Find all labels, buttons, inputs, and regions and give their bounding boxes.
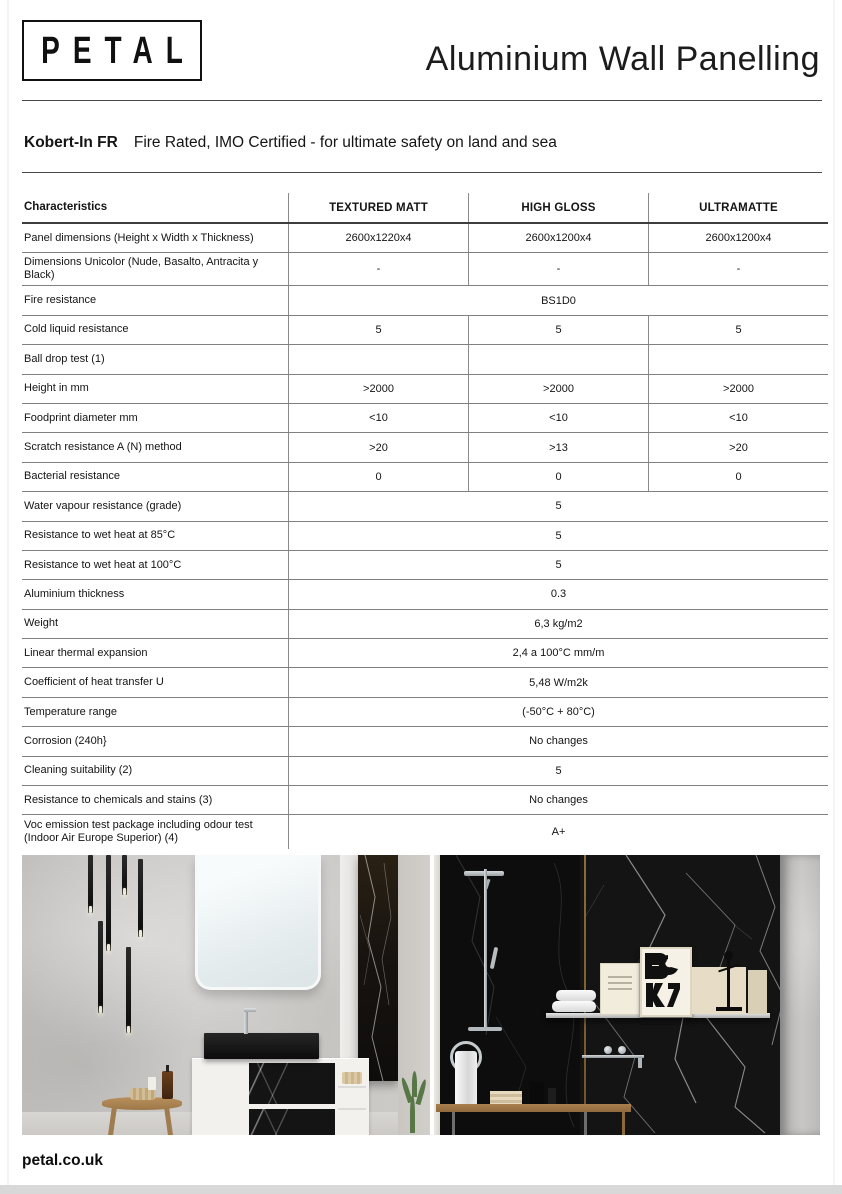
row-value: >2000 xyxy=(363,382,394,395)
row-value-span: No changes xyxy=(529,735,588,748)
row-value: 2600x1200x4 xyxy=(648,224,828,252)
row-label: Ball drop test (1) xyxy=(24,352,105,365)
row-label: Coefficient of heat transfer U xyxy=(24,676,164,689)
page-title: Aluminium Wall Panelling xyxy=(425,40,820,78)
row-label: Resistance to chemicals and stains (3) xyxy=(24,793,213,806)
table-row xyxy=(22,375,828,404)
column-header-high-gloss: HIGH GLOSS xyxy=(468,193,648,222)
row-label: Bacterial resistance xyxy=(24,470,120,483)
row-value xyxy=(648,345,828,373)
row-label: Aluminium thickness xyxy=(24,587,125,600)
wooden-bench xyxy=(436,1104,631,1112)
table-row xyxy=(22,522,828,551)
row-label: Cold liquid resistance xyxy=(24,323,129,336)
product-name: Kobert-In FR xyxy=(24,134,118,151)
row-label: Resistance to wet heat at 85°C xyxy=(24,529,176,542)
page-edge-left xyxy=(7,0,9,1194)
row-value xyxy=(468,345,648,373)
row-value-span: A+ xyxy=(551,826,566,839)
row-value: 0 xyxy=(468,463,648,491)
header-divider xyxy=(22,100,822,101)
row-label: Temperature range xyxy=(24,705,117,718)
row-value-span: 6,3 kg/m2 xyxy=(534,617,583,630)
brand-logo xyxy=(22,20,202,81)
marble-accent-panel xyxy=(358,855,398,1081)
row-value-span: 5 xyxy=(555,529,562,542)
table-row xyxy=(22,610,828,639)
table-row xyxy=(22,727,828,756)
column-header-ultramatte: ULTRAMATTE xyxy=(648,193,828,222)
row-value: >13 xyxy=(468,433,648,461)
table-row xyxy=(22,404,828,433)
page-bottom-edge xyxy=(0,1185,842,1194)
black-basin xyxy=(204,1033,319,1059)
table-row xyxy=(22,316,828,345)
row-value: <10 xyxy=(369,412,388,425)
table-row xyxy=(22,224,828,253)
row-label: Panel dimensions (Height x Width x Thickness) xyxy=(24,231,254,244)
brand-logo-text: PETAL xyxy=(41,28,196,71)
row-value: <10 xyxy=(648,404,828,432)
bathroom-photo-left xyxy=(22,855,430,1135)
table-header-row xyxy=(22,193,828,224)
concrete-pillar xyxy=(780,855,820,1135)
row-label: Corrosion (240h} xyxy=(24,734,107,747)
row-value: - xyxy=(648,253,828,285)
wall-mounted-tap xyxy=(582,1055,644,1058)
table-row xyxy=(22,551,828,580)
row-value: >2000 xyxy=(648,375,828,403)
table-row xyxy=(22,463,828,492)
row-value-span: 5 xyxy=(555,559,562,572)
row-label: Foodprint diameter mm xyxy=(24,411,138,424)
spec-table-rows xyxy=(22,224,828,849)
row-value: >20 xyxy=(648,433,828,461)
bathroom-photo-right xyxy=(434,855,820,1135)
table-row xyxy=(22,757,828,786)
table-row xyxy=(22,253,828,286)
row-label: Cleaning suitability (2) xyxy=(24,764,133,777)
subtitle-divider xyxy=(22,172,822,173)
row-label: Dimensions Unicolor (Nude, Basalto, Antracita y Black) xyxy=(24,256,259,282)
row-label: Fire resistance xyxy=(24,294,97,307)
row-value: 5 xyxy=(468,316,648,344)
row-value-span: 5 xyxy=(555,500,562,513)
row-value-span: 5,48 W/m2k xyxy=(529,676,588,689)
row-value: >2000 xyxy=(468,375,648,403)
poster-artwork xyxy=(640,947,692,1017)
column-header-textured-matt: TEXTURED MATT xyxy=(329,201,428,214)
row-label: Weight xyxy=(24,617,59,630)
row-label: Resistance to wet heat at 100°C xyxy=(24,558,182,571)
row-value-span: 5 xyxy=(555,764,562,777)
row-value-span: 2,4 a 100°C mm/m xyxy=(512,647,605,660)
row-value-span: No changes xyxy=(529,794,588,807)
page-edge-right xyxy=(833,0,835,1194)
table-row xyxy=(22,286,828,315)
row-value: - xyxy=(376,263,381,276)
marble-drawer-front xyxy=(249,1063,335,1104)
product-subtitle xyxy=(24,134,557,152)
table-row xyxy=(22,492,828,521)
row-value: 0 xyxy=(375,470,382,483)
row-value: <10 xyxy=(468,404,648,432)
row-label: Scratch resistance A (N) method xyxy=(24,441,182,454)
product-photos xyxy=(22,855,820,1135)
row-label: Height in mm xyxy=(24,382,89,395)
table-row xyxy=(22,786,828,815)
row-value: 5 xyxy=(375,323,382,336)
hand-towel xyxy=(455,1051,477,1109)
table-row xyxy=(22,433,828,462)
spec-table xyxy=(22,193,828,849)
table-row xyxy=(22,668,828,697)
row-value-span: 0.3 xyxy=(550,588,567,601)
row-value-span: (-50°C + 80°C) xyxy=(522,706,595,719)
table-row xyxy=(22,639,828,668)
footer-link[interactable]: petal.co.uk xyxy=(22,1152,103,1169)
soap-bottle xyxy=(162,1071,173,1099)
small-frame xyxy=(600,963,640,1015)
vanity-cabinet xyxy=(192,1058,369,1135)
row-label: Voc emission test package including odour test (Indoor Air Europe Superior) (4) xyxy=(24,819,253,845)
table-row xyxy=(22,580,828,609)
table-row xyxy=(22,815,828,849)
row-value: 5 xyxy=(648,316,828,344)
row-value: 2600x1200x4 xyxy=(468,224,648,252)
table-row xyxy=(22,345,828,374)
storage-basket xyxy=(342,1072,362,1084)
row-label: Water vapour resistance (grade) xyxy=(24,499,182,512)
row-label: Linear thermal expansion xyxy=(24,646,148,659)
column-header-characteristics: Characteristics xyxy=(24,201,108,213)
row-value: 0 xyxy=(648,463,828,491)
row-value-span: BS1D0 xyxy=(541,294,576,307)
row-value: - xyxy=(468,253,648,285)
mirror xyxy=(195,855,321,990)
product-tagline: Fire Rated, IMO Certified - for ultimate safety on land and sea xyxy=(133,134,557,151)
row-value xyxy=(289,345,468,373)
row-value: >20 xyxy=(369,441,388,454)
row-value: 2600x1220x4 xyxy=(345,232,412,245)
table-row xyxy=(22,698,828,727)
